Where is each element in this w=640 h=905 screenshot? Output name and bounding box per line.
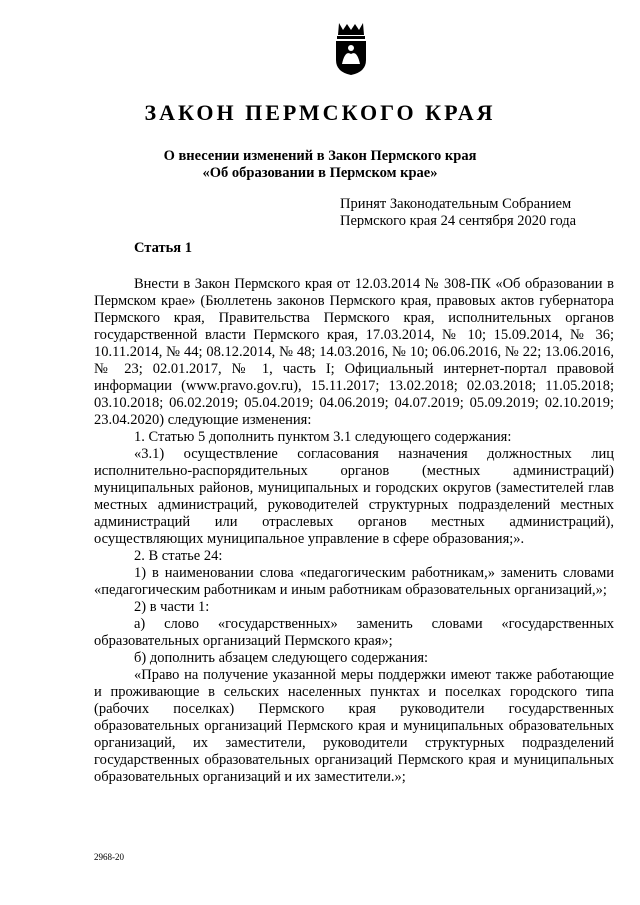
- paragraph-intro: Внести в Закон Пермского края от 12.03.2014 № 308-ПК «Об образовании в Пермском крае» (Бюллетень законов Пермского края, правовых актов губернатора Пермского края, Правительства Пермского края, исполнительных органов государственной власти Пермского края, 17.03.2014, № 10; 15.09.2014, № 36; 10.11.2014, № 44; 08.12.2014, № 48; 14.03.2016, № 10; 06.06.2016, № 22; 13.06.2016, № 23; 02.01.2017, № 1, часть I; Официальный интернет-портал правовой информации (www.pravo.gov.ru), 15.11.2017; 13.02.2018; 02.03.2018; 11.05.2018; 03.10.2018; 06.02.2019; 05.04.2019; 04.06.2019; 04.07.2019; 05.09.2019; 02.10.2019; 23.04.2020) следующие изменения:: [94, 276, 614, 428]
- paragraph-item-1: 1. Статью 5 дополнить пунктом 3.1 следующего содержания:: [134, 429, 512, 445]
- paragraph-item-3-1: «3.1) осуществление согласования назначения должностных лиц исполнительно-распорядительных органов (местных администраций) муниципальных районов, муниципальных и городских округов (заместителей глав местных администраций, руководителей структурных подразделений местных администраций или отраслевых органов местных администраций), осуществляющих муниципальное управление в сфере образования;».: [94, 446, 614, 547]
- law-subtitle: [0, 148, 640, 182]
- subtitle-line-2: «Об образовании в Пермском крае»: [202, 165, 438, 181]
- paragraph-subitem-1: 1) в наименовании слова «педагогическим работникам,» заменить словами «педагогическим работникам и иным работникам образовательных организаций,»;: [94, 565, 614, 598]
- law-title: ЗАКОН ПЕРМСКОГО КРАЯ: [144, 100, 496, 125]
- adoption-note: [340, 196, 576, 230]
- law-body: [94, 276, 614, 786]
- coat-of-arms-icon: [331, 20, 371, 76]
- paragraph-subitem-a: а) слово «государственных» заменить словами «государственных образовательных организаций Пермского края»;: [94, 616, 614, 649]
- paragraph-subitem-2: 2) в части 1:: [134, 599, 210, 615]
- paragraph-item-2: 2. В статье 24:: [134, 548, 223, 564]
- subtitle-line-1: О внесении изменений в Закон Пермского края: [163, 148, 477, 164]
- article-heading: Статья 1: [134, 240, 192, 256]
- paragraph-subitem-b: б) дополнить абзацем следующего содержания:: [134, 650, 429, 666]
- adoption-line-2: Пермского края 24 сентября 2020 года: [340, 213, 577, 229]
- adoption-line-1: Принят Законодательным Собранием: [340, 196, 572, 212]
- document-code: 2968-20: [94, 852, 124, 862]
- paragraph-quote: «Право на получение указанной меры поддержки имеют также работающие и проживающие в сельских населенных пунктах и поселках городского типа (рабочих поселках) Пермского края руководители государственных образовательных организаций Пермского края и муниципальных образовательных организаций, их заместители, руководители структурных подразделений государственных образовательных организаций Пермского края и муниципальных образовательных организаций и их заместители.»;: [94, 667, 614, 785]
